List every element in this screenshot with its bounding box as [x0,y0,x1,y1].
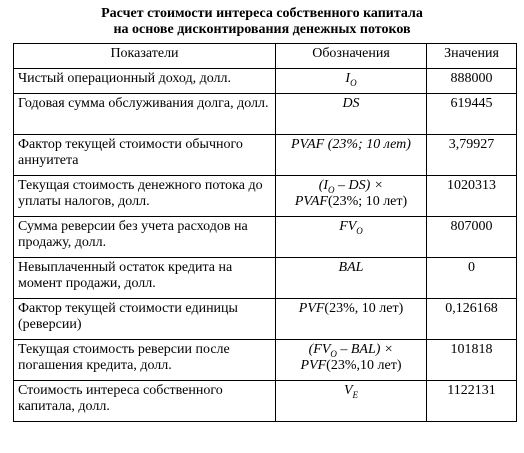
symbol-text: PVAF [294,194,328,209]
symbol-cell [276,135,427,176]
symbol-text: (FV [308,342,331,357]
symbol-text: FV [339,219,357,234]
symbol-args: (23%,10 лет) [326,358,402,373]
symbol-args: (23%, 10 лет) [324,301,404,316]
header-symbols: Обозначения [276,44,427,69]
value-cell: 101818 [427,340,517,381]
symbol-subscript: O [330,348,337,359]
value-cell: 0 [427,258,517,299]
indicator-cell: Годовая сумма обслуживания долга, долл. [14,94,276,135]
indicator-cell: Чистый операционный доход, долл. [14,69,276,94]
value-cell: 0,126168 [427,299,517,340]
symbol-text: – DS) × [334,178,384,193]
table-row [14,299,517,340]
header-indicators: Показатели [14,44,276,69]
table-row [14,258,517,299]
indicator-cell: Сумма реверсии без учета расходов на продажу, долл. [14,217,276,258]
table-row [14,135,517,176]
indicator-cell: Текущая стоимость денежного потока до уплаты налогов, долл. [14,176,276,217]
value-cell: 888000 [427,69,517,94]
symbol-line-1 [280,178,422,194]
indicator-cell: Текущая стоимость реверсии после погашения кредита, долл. [14,340,276,381]
symbol-cell [276,299,427,340]
symbol-line-2 [280,358,422,374]
symbol-text: PVF [300,358,327,373]
symbol-text: I [345,71,351,86]
symbol-text: DS [342,96,360,111]
indicator-cell: Стоимость интереса собственного капитала, долл. [14,381,276,422]
symbol-subscript: O [356,225,363,236]
symbol-line-1 [280,342,422,358]
value-cell: 1122131 [427,381,517,422]
symbol-subscript: O [328,184,335,195]
title-line-2: на основе дисконтирования денежных потоков [113,22,411,37]
symbol-subscript: O [350,77,357,88]
symbol-text: (I [318,178,329,193]
table-row [14,69,517,94]
symbol-text: V [343,383,353,398]
table-row [14,176,517,217]
symbol-text: – BAL) × [336,342,394,357]
symbol-cell [276,176,427,217]
title-line-1: Расчет стоимости интереса собственного капитала [101,6,423,21]
table-row [14,340,517,381]
symbol-args: (23%; 10 лет) [324,137,411,152]
symbol-text: PVF [298,301,325,316]
symbol-cell [276,340,427,381]
value-cell: 807000 [427,217,517,258]
table-row [14,217,517,258]
symbol-cell [276,217,427,258]
indicator-cell: Фактор текущей стоимости обычного аннуитета [14,135,276,176]
symbol-cell [276,258,427,299]
header-values: Значения [427,44,517,69]
value-cell: 619445 [427,94,517,135]
symbol-cell [276,381,427,422]
equity-valuation-table [13,43,517,422]
indicator-cell: Фактор текущей стоимости единицы (реверсии) [14,299,276,340]
symbol-text: PVAF [291,137,325,152]
value-cell: 3,79927 [427,135,517,176]
table-row [14,381,517,422]
symbol-args: (23%; 10 лет) [327,194,408,209]
symbol-subscript: E [352,389,359,400]
document-title [0,6,524,38]
value-cell: 1020313 [427,176,517,217]
indicator-cell: Невыплаченный остаток кредита на момент продажи, долл. [14,258,276,299]
symbol-cell [276,94,427,135]
symbol-line-2 [280,194,422,210]
table-header-row [14,44,517,69]
symbol-cell [276,69,427,94]
symbol-text: BAL [338,260,364,275]
table-row [14,94,517,135]
